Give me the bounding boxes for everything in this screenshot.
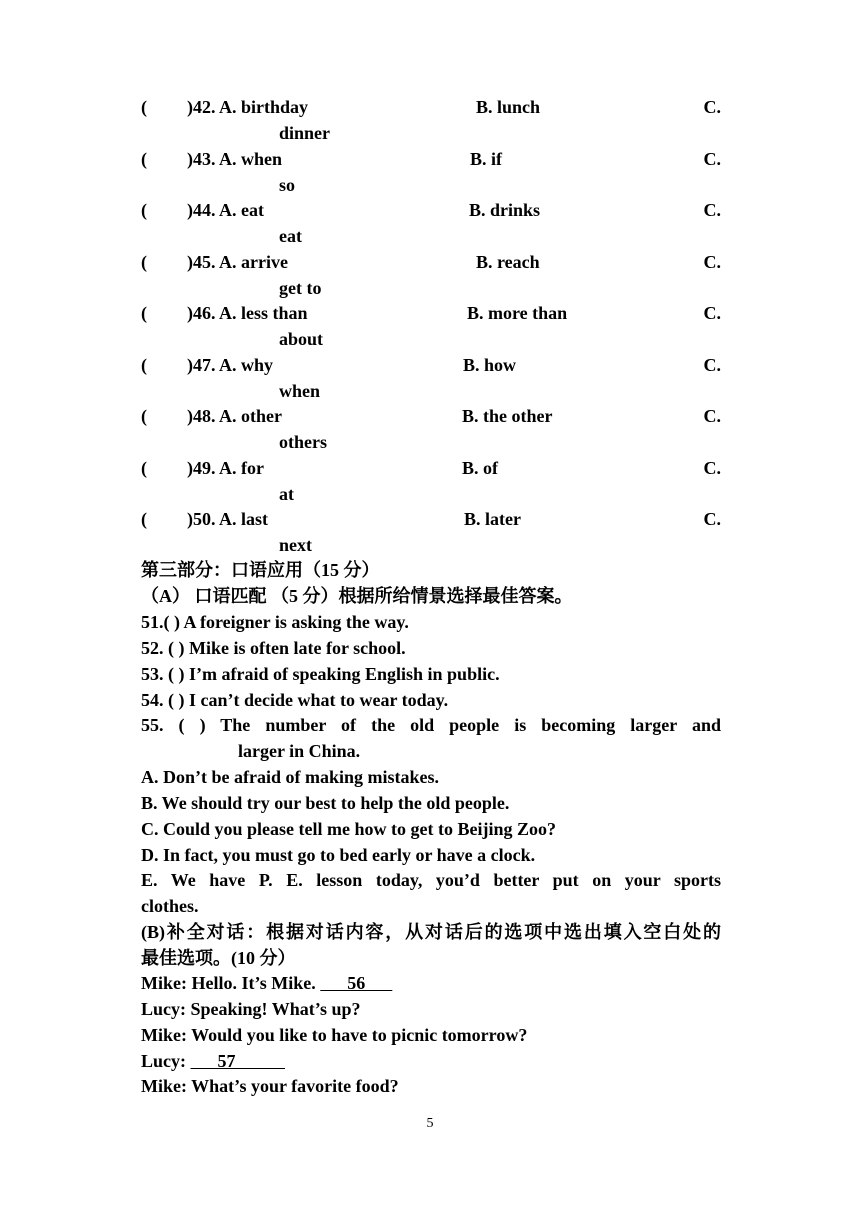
item-54: 54. ( ) I can’t decide what to wear today. [141,690,449,710]
part-a-title: （A） 口语匹配 （5 分）根据所给情景选择最佳答案。 [141,586,573,606]
option-c-label: C. [703,458,721,478]
blank-56: 56 [320,973,393,993]
dialogue-line-1 [141,970,721,996]
option-b: B. how [463,355,517,375]
option-a: )48. A. other [187,406,282,426]
option-b: B. if [470,149,503,169]
option-b: B. more than [467,303,568,323]
part-b-title-continued: 最佳选项。(10 分） [141,948,296,968]
option-a: )50. A. last [187,509,268,529]
option-c-text: get to [279,278,322,298]
option-c-text: dinner [279,123,331,143]
dialogue-text: Lucy: [141,1051,191,1071]
option-a: )44. A. eat [187,200,264,220]
option-c-label: C. [703,509,721,529]
option-a-line: A. Don’t be afraid of making mistakes. [141,767,440,787]
option-d-line: D. In fact, you must go to bed early or have a clock. [141,845,536,865]
page-number: 5 [426,1116,434,1131]
option-a: )46. A. less than [187,303,308,323]
item-51: 51.( ) A foreigner is asking the way. [141,612,409,632]
dialogue-line-2: Lucy: Speaking! What’s up? [141,999,361,1019]
option-b: B. reach [476,252,540,272]
option-c-line: C. Could you please tell me how to get to Beijing Zoo? [141,819,556,839]
section-3-title: 第三部分：口语应用（15 分） [141,560,380,580]
answer-bracket: ( [141,355,147,375]
answer-bracket: ( [141,303,147,323]
option-c-text: so [279,175,296,195]
option-c-text: next [279,535,312,555]
dialogue-line-3: Mike: Would you like to have to picnic tomorrow? [141,1025,528,1045]
option-c-label: C. [703,406,721,426]
option-c-label: C. [703,97,721,117]
dialogue-line-4 [141,1048,721,1074]
option-a: )42. A. birthday [187,97,309,117]
option-a: )45. A. arrive [187,252,288,272]
option-a: )49. A. for [187,458,264,478]
option-c-text: when [279,381,321,401]
answer-bracket: ( [141,200,147,220]
option-a: )43. A. when [187,149,283,169]
answer-bracket: ( [141,406,147,426]
option-c-text: at [279,484,294,504]
option-b: B. of [462,458,498,478]
option-e-continued: clothes. [141,896,199,916]
item-55-continued: larger in China. [238,741,361,761]
option-c-label: C. [703,149,721,169]
dialogue-text: Mike: Hello. It’s Mike. [141,973,321,993]
answer-bracket: ( [141,252,147,272]
dialogue-line-5: Mike: What’s your favorite food? [141,1076,399,1096]
answer-bracket: ( [141,509,147,529]
item-53: 53. ( ) I’m afraid of speaking English in public. [141,664,500,684]
option-b-line: B. We should try our best to help the old people. [141,793,510,813]
blank-57: 57 [190,1051,285,1071]
option-c-label: C. [703,355,721,375]
answer-bracket: ( [141,149,147,169]
option-b: B. the other [462,406,553,426]
option-c-label: C. [703,303,721,323]
answer-bracket: ( [141,458,147,478]
option-b: B. drinks [469,200,541,220]
option-c-text: others [279,432,327,452]
option-a: )47. A. why [187,355,274,375]
item-52: 52. ( ) Mike is often late for school. [141,638,406,658]
option-b: B. lunch [476,97,541,117]
part-b-title: (B)补全对话：根据对话内容，从对话后的选项中选出填入空白处的 [141,922,721,942]
option-c-text: about [279,329,324,349]
option-b: B. later [464,509,521,529]
item-55: 55. ( ) The number of the old people is becoming larger and [141,715,721,735]
option-c-label: C. [703,252,721,272]
option-e-line: E. We have P. E. lesson today, you’d better put on your sports [141,870,721,890]
answer-bracket: ( [141,97,147,117]
option-c-label: C. [703,200,721,220]
option-c-text: eat [279,226,302,246]
